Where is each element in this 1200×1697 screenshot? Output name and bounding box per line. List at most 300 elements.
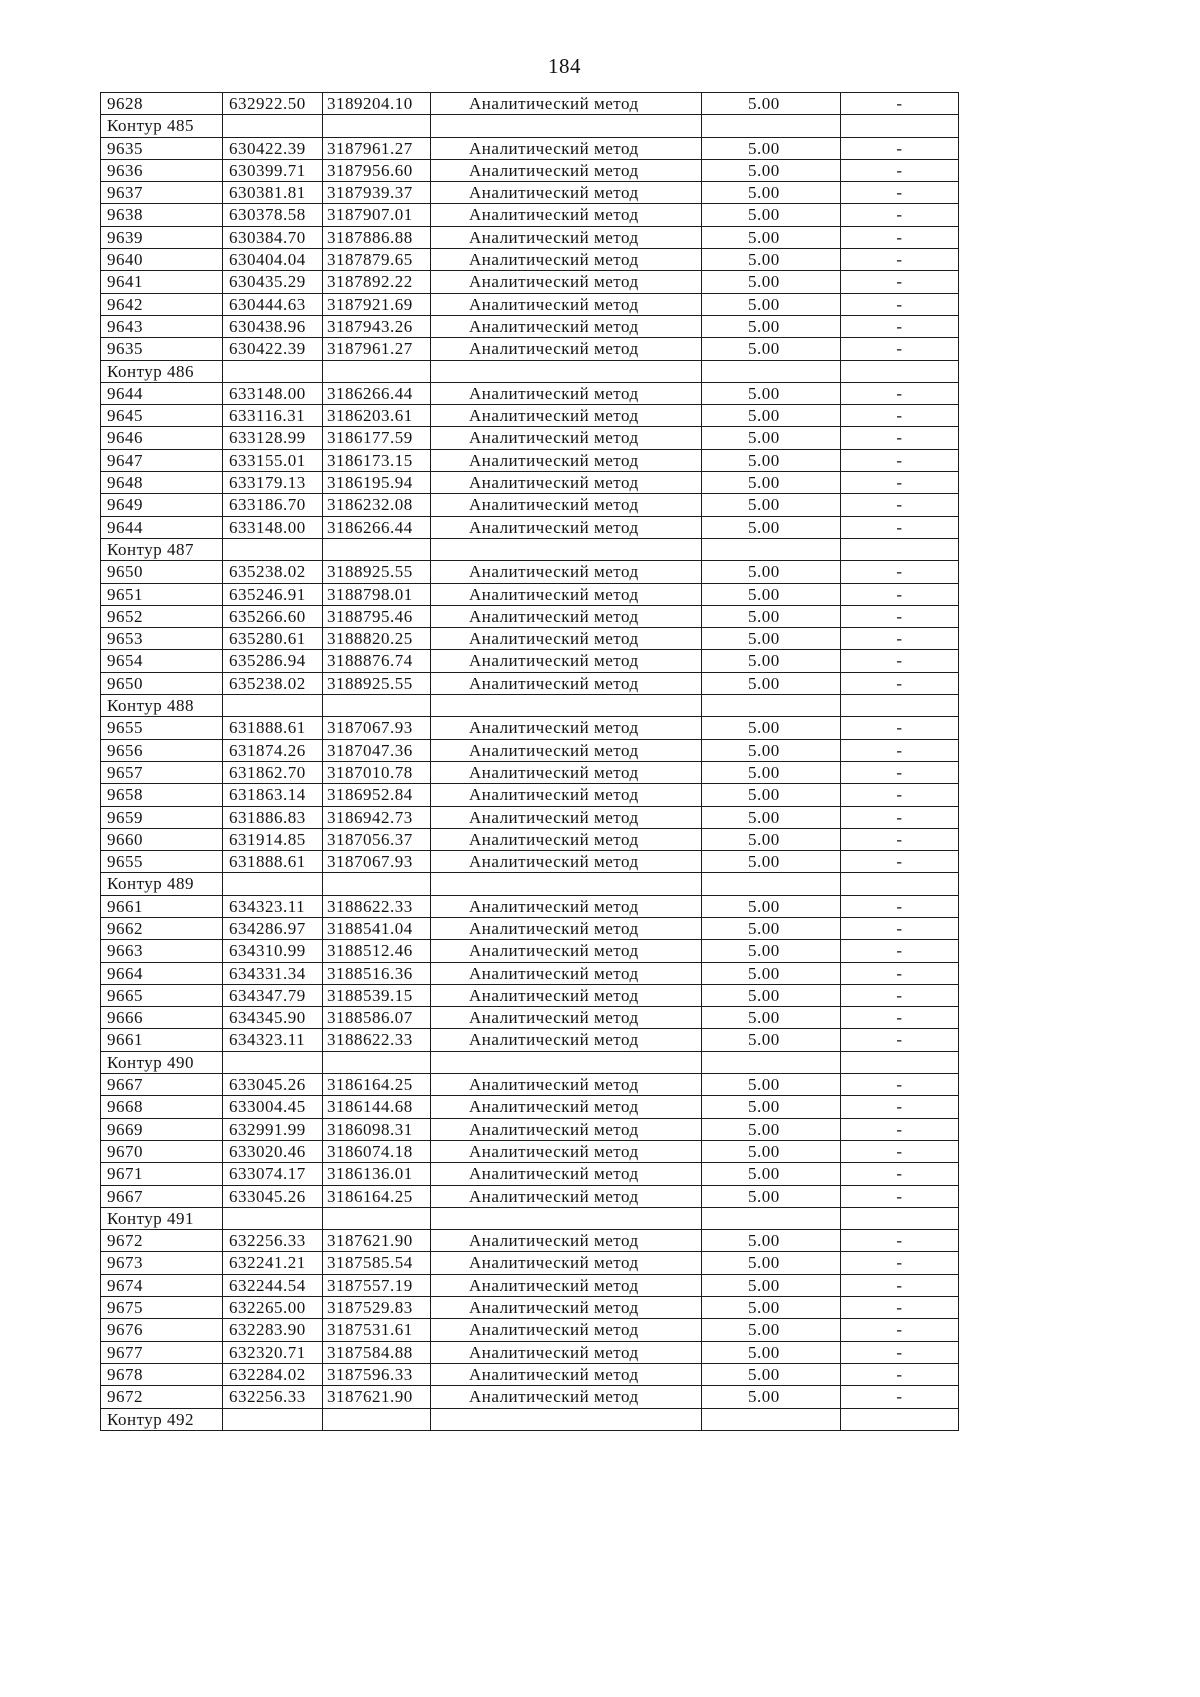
precision-cell: 5.00 xyxy=(702,227,841,248)
point-number-cell: 9674 xyxy=(101,1275,223,1296)
method-cell: Аналитический метод xyxy=(431,472,702,493)
contour-header-row xyxy=(101,1052,959,1074)
note-cell: - xyxy=(841,606,959,627)
method-cell: Аналитический метод xyxy=(431,628,702,649)
table-row xyxy=(101,316,959,338)
method-cell: Аналитический метод xyxy=(431,517,702,538)
point-number-cell: 9638 xyxy=(101,204,223,225)
note-cell: - xyxy=(841,829,959,850)
contour-label: Контур 489 xyxy=(101,873,223,894)
y-coordinate-cell: 3187067.93 xyxy=(323,851,431,872)
y-coordinate-cell: 3187961.27 xyxy=(323,338,431,359)
table-row xyxy=(101,1096,959,1118)
precision-cell: 5.00 xyxy=(702,1141,841,1162)
precision-cell: 5.00 xyxy=(702,717,841,738)
precision-cell: 5.00 xyxy=(702,1029,841,1050)
precision-cell: 5.00 xyxy=(702,650,841,671)
note-cell: - xyxy=(841,427,959,448)
method-cell: Аналитический метод xyxy=(431,1252,702,1273)
table-row xyxy=(101,204,959,226)
method-cell xyxy=(431,1052,702,1073)
y-coordinate-cell: 3187892.22 xyxy=(323,271,431,292)
y-coordinate-cell xyxy=(323,361,431,382)
y-coordinate-cell: 3186203.61 xyxy=(323,405,431,426)
table-row xyxy=(101,628,959,650)
precision-cell: 5.00 xyxy=(702,963,841,984)
x-coordinate-cell: 634286.97 xyxy=(223,918,323,939)
y-coordinate-cell: 3187056.37 xyxy=(323,829,431,850)
table-row xyxy=(101,1029,959,1051)
table-row xyxy=(101,1141,959,1163)
point-number-cell: 9664 xyxy=(101,963,223,984)
table-row xyxy=(101,896,959,918)
precision-cell: 5.00 xyxy=(702,204,841,225)
method-cell: Аналитический метод xyxy=(431,204,702,225)
table-row xyxy=(101,1119,959,1141)
method-cell: Аналитический метод xyxy=(431,1163,702,1184)
precision-cell: 5.00 xyxy=(702,561,841,582)
method-cell: Аналитический метод xyxy=(431,271,702,292)
point-number-cell: 9644 xyxy=(101,383,223,404)
point-number-cell: 9646 xyxy=(101,427,223,448)
precision-cell: 5.00 xyxy=(702,1163,841,1184)
point-number-cell: 9668 xyxy=(101,1096,223,1117)
y-coordinate-cell: 3187956.60 xyxy=(323,160,431,181)
x-coordinate-cell: 630399.71 xyxy=(223,160,323,181)
point-number-cell: 9655 xyxy=(101,717,223,738)
point-number-cell: 9642 xyxy=(101,294,223,315)
note-cell: - xyxy=(841,271,959,292)
note-cell: - xyxy=(841,517,959,538)
method-cell: Аналитический метод xyxy=(431,1386,702,1407)
x-coordinate-cell: 630435.29 xyxy=(223,271,323,292)
page-number: 184 xyxy=(548,54,581,78)
y-coordinate-cell: 3187010.78 xyxy=(323,762,431,783)
x-coordinate-cell: 635266.60 xyxy=(223,606,323,627)
table-row xyxy=(101,494,959,516)
note-cell: - xyxy=(841,1364,959,1385)
method-cell xyxy=(431,361,702,382)
y-coordinate-cell: 3187879.65 xyxy=(323,249,431,270)
x-coordinate-cell: 632265.00 xyxy=(223,1297,323,1318)
x-coordinate-cell xyxy=(223,539,323,560)
x-coordinate-cell: 631888.61 xyxy=(223,851,323,872)
note-cell xyxy=(841,695,959,716)
method-cell: Аналитический метод xyxy=(431,1141,702,1162)
x-coordinate-cell: 631863.14 xyxy=(223,784,323,805)
x-coordinate-cell: 630422.39 xyxy=(223,338,323,359)
note-cell: - xyxy=(841,762,959,783)
point-number-cell: 9649 xyxy=(101,494,223,515)
table-row xyxy=(101,963,959,985)
note-cell: - xyxy=(841,405,959,426)
y-coordinate-cell: 3186952.84 xyxy=(323,784,431,805)
precision-cell xyxy=(702,1409,841,1430)
y-coordinate-cell: 3186144.68 xyxy=(323,1096,431,1117)
method-cell: Аналитический метод xyxy=(431,1364,702,1385)
x-coordinate-cell xyxy=(223,1409,323,1430)
contour-label: Контур 490 xyxy=(101,1052,223,1073)
y-coordinate-cell: 3189204.10 xyxy=(323,93,431,114)
method-cell: Аналитический метод xyxy=(431,963,702,984)
y-coordinate-cell: 3187529.83 xyxy=(323,1297,431,1318)
x-coordinate-cell: 632256.33 xyxy=(223,1230,323,1251)
contour-header-row xyxy=(101,361,959,383)
table-row xyxy=(101,338,959,360)
y-coordinate-cell: 3187961.27 xyxy=(323,138,431,159)
x-coordinate-cell: 633148.00 xyxy=(223,517,323,538)
x-coordinate-cell: 633148.00 xyxy=(223,383,323,404)
y-coordinate-cell: 3187596.33 xyxy=(323,1364,431,1385)
point-number-cell: 9641 xyxy=(101,271,223,292)
y-coordinate-cell: 3187621.90 xyxy=(323,1230,431,1251)
y-coordinate-cell: 3186942.73 xyxy=(323,807,431,828)
method-cell: Аналитический метод xyxy=(431,1319,702,1340)
note-cell: - xyxy=(841,160,959,181)
table-row xyxy=(101,294,959,316)
method-cell: Аналитический метод xyxy=(431,227,702,248)
x-coordinate-cell: 632320.71 xyxy=(223,1342,323,1363)
note-cell: - xyxy=(841,1096,959,1117)
note-cell: - xyxy=(841,1386,959,1407)
point-number-cell: 9639 xyxy=(101,227,223,248)
table-row xyxy=(101,405,959,427)
method-cell: Аналитический метод xyxy=(431,896,702,917)
precision-cell: 5.00 xyxy=(702,383,841,404)
x-coordinate-cell: 633155.01 xyxy=(223,450,323,471)
note-cell xyxy=(841,539,959,560)
method-cell: Аналитический метод xyxy=(431,249,702,270)
note-cell: - xyxy=(841,896,959,917)
x-coordinate-cell: 632241.21 xyxy=(223,1252,323,1273)
table-row xyxy=(101,1364,959,1386)
x-coordinate-cell: 633179.13 xyxy=(223,472,323,493)
table-row xyxy=(101,940,959,962)
note-cell: - xyxy=(841,1252,959,1273)
x-coordinate-cell: 633004.45 xyxy=(223,1096,323,1117)
table-row xyxy=(101,717,959,739)
y-coordinate-cell: 3187907.01 xyxy=(323,204,431,225)
table-row xyxy=(101,1007,959,1029)
precision-cell: 5.00 xyxy=(702,316,841,337)
y-coordinate-cell: 3188539.15 xyxy=(323,985,431,1006)
y-coordinate-cell: 3188541.04 xyxy=(323,918,431,939)
precision-cell: 5.00 xyxy=(702,673,841,694)
method-cell xyxy=(431,873,702,894)
x-coordinate-cell: 634331.34 xyxy=(223,963,323,984)
y-coordinate-cell xyxy=(323,539,431,560)
table-row xyxy=(101,1342,959,1364)
table-row xyxy=(101,383,959,405)
table-row xyxy=(101,851,959,873)
note-cell: - xyxy=(841,628,959,649)
x-coordinate-cell: 632244.54 xyxy=(223,1275,323,1296)
precision-cell: 5.00 xyxy=(702,294,841,315)
point-number-cell: 9671 xyxy=(101,1163,223,1184)
note-cell: - xyxy=(841,673,959,694)
contour-label: Контур 485 xyxy=(101,115,223,136)
table-row xyxy=(101,784,959,806)
x-coordinate-cell: 633186.70 xyxy=(223,494,323,515)
point-number-cell: 9645 xyxy=(101,405,223,426)
x-coordinate-cell: 631874.26 xyxy=(223,740,323,761)
method-cell: Аналитический метод xyxy=(431,1096,702,1117)
note-cell: - xyxy=(841,650,959,671)
precision-cell xyxy=(702,115,841,136)
y-coordinate-cell: 3187047.36 xyxy=(323,740,431,761)
method-cell xyxy=(431,1409,702,1430)
precision-cell: 5.00 xyxy=(702,628,841,649)
y-coordinate-cell: 3186074.18 xyxy=(323,1141,431,1162)
table-row xyxy=(101,517,959,539)
contour-header-row xyxy=(101,873,959,895)
y-coordinate-cell: 3187585.54 xyxy=(323,1252,431,1273)
precision-cell: 5.00 xyxy=(702,249,841,270)
y-coordinate-cell: 3187584.88 xyxy=(323,1342,431,1363)
method-cell: Аналитический метод xyxy=(431,450,702,471)
precision-cell xyxy=(702,1208,841,1229)
note-cell: - xyxy=(841,227,959,248)
point-number-cell: 9655 xyxy=(101,851,223,872)
method-cell: Аналитический метод xyxy=(431,606,702,627)
table-row xyxy=(101,1186,959,1208)
precision-cell: 5.00 xyxy=(702,182,841,203)
method-cell: Аналитический метод xyxy=(431,561,702,582)
y-coordinate-cell: 3187939.37 xyxy=(323,182,431,203)
contour-header-row xyxy=(101,1409,959,1431)
note-cell: - xyxy=(841,918,959,939)
y-coordinate-cell: 3187886.88 xyxy=(323,227,431,248)
table-row xyxy=(101,1319,959,1341)
method-cell: Аналитический метод xyxy=(431,294,702,315)
precision-cell: 5.00 xyxy=(702,160,841,181)
table-row xyxy=(101,271,959,293)
method-cell xyxy=(431,695,702,716)
y-coordinate-cell: 3186136.01 xyxy=(323,1163,431,1184)
note-cell xyxy=(841,115,959,136)
y-coordinate-cell xyxy=(323,1052,431,1073)
note-cell: - xyxy=(841,472,959,493)
method-cell: Аналитический метод xyxy=(431,829,702,850)
point-number-cell: 9672 xyxy=(101,1386,223,1407)
point-number-cell: 9660 xyxy=(101,829,223,850)
point-number-cell: 9666 xyxy=(101,1007,223,1028)
point-number-cell: 9640 xyxy=(101,249,223,270)
point-number-cell: 9650 xyxy=(101,673,223,694)
x-coordinate-cell: 631914.85 xyxy=(223,829,323,850)
point-number-cell: 9669 xyxy=(101,1119,223,1140)
x-coordinate-cell: 630404.04 xyxy=(223,249,323,270)
x-coordinate-cell xyxy=(223,1052,323,1073)
precision-cell: 5.00 xyxy=(702,472,841,493)
note-cell: - xyxy=(841,316,959,337)
table-row xyxy=(101,427,959,449)
note-cell: - xyxy=(841,1275,959,1296)
table-row xyxy=(101,985,959,1007)
method-cell: Аналитический метод xyxy=(431,650,702,671)
method-cell: Аналитический метод xyxy=(431,985,702,1006)
table-row xyxy=(101,1275,959,1297)
note-cell: - xyxy=(841,383,959,404)
contour-label: Контур 492 xyxy=(101,1409,223,1430)
note-cell: - xyxy=(841,784,959,805)
x-coordinate-cell: 634347.79 xyxy=(223,985,323,1006)
point-number-cell: 9648 xyxy=(101,472,223,493)
precision-cell: 5.00 xyxy=(702,784,841,805)
point-number-cell: 9654 xyxy=(101,650,223,671)
x-coordinate-cell xyxy=(223,361,323,382)
method-cell: Аналитический метод xyxy=(431,918,702,939)
precision-cell: 5.00 xyxy=(702,1230,841,1251)
table-row xyxy=(101,762,959,784)
note-cell: - xyxy=(841,338,959,359)
point-number-cell: 9647 xyxy=(101,450,223,471)
point-number-cell: 9665 xyxy=(101,985,223,1006)
method-cell: Аналитический метод xyxy=(431,940,702,961)
x-coordinate-cell: 635280.61 xyxy=(223,628,323,649)
x-coordinate-cell: 633116.31 xyxy=(223,405,323,426)
point-number-cell: 9650 xyxy=(101,561,223,582)
x-coordinate-cell: 632256.33 xyxy=(223,1386,323,1407)
table-row xyxy=(101,807,959,829)
x-coordinate-cell: 635286.94 xyxy=(223,650,323,671)
x-coordinate-cell: 630438.96 xyxy=(223,316,323,337)
y-coordinate-cell: 3186164.25 xyxy=(323,1186,431,1207)
method-cell: Аналитический метод xyxy=(431,717,702,738)
method-cell: Аналитический метод xyxy=(431,807,702,828)
note-cell: - xyxy=(841,807,959,828)
x-coordinate-cell: 633074.17 xyxy=(223,1163,323,1184)
contour-label: Контур 486 xyxy=(101,361,223,382)
table-row xyxy=(101,1163,959,1185)
method-cell: Аналитический метод xyxy=(431,138,702,159)
note-cell xyxy=(841,1052,959,1073)
method-cell: Аналитический метод xyxy=(431,740,702,761)
x-coordinate-cell: 632284.02 xyxy=(223,1364,323,1385)
note-cell: - xyxy=(841,1007,959,1028)
y-coordinate-cell: 3186266.44 xyxy=(323,383,431,404)
table-row xyxy=(101,606,959,628)
note-cell: - xyxy=(841,561,959,582)
point-number-cell: 9663 xyxy=(101,940,223,961)
note-cell: - xyxy=(841,1319,959,1340)
x-coordinate-cell xyxy=(223,115,323,136)
point-number-cell: 9643 xyxy=(101,316,223,337)
precision-cell: 5.00 xyxy=(702,985,841,1006)
note-cell: - xyxy=(841,450,959,471)
point-number-cell: 9658 xyxy=(101,784,223,805)
precision-cell: 5.00 xyxy=(702,138,841,159)
table-row xyxy=(101,918,959,940)
table-row xyxy=(101,450,959,472)
precision-cell: 5.00 xyxy=(702,918,841,939)
note-cell: - xyxy=(841,851,959,872)
method-cell: Аналитический метод xyxy=(431,93,702,114)
y-coordinate-cell xyxy=(323,1409,431,1430)
y-coordinate-cell: 3188798.01 xyxy=(323,584,431,605)
precision-cell: 5.00 xyxy=(702,1364,841,1385)
precision-cell: 5.00 xyxy=(702,93,841,114)
precision-cell: 5.00 xyxy=(702,896,841,917)
point-number-cell: 9635 xyxy=(101,338,223,359)
point-number-cell: 9675 xyxy=(101,1297,223,1318)
y-coordinate-cell: 3186164.25 xyxy=(323,1074,431,1095)
y-coordinate-cell xyxy=(323,1208,431,1229)
x-coordinate-cell: 631888.61 xyxy=(223,717,323,738)
y-coordinate-cell: 3188622.33 xyxy=(323,1029,431,1050)
point-number-cell: 9636 xyxy=(101,160,223,181)
method-cell: Аналитический метод xyxy=(431,673,702,694)
method-cell: Аналитический метод xyxy=(431,1275,702,1296)
precision-cell: 5.00 xyxy=(702,271,841,292)
precision-cell: 5.00 xyxy=(702,450,841,471)
precision-cell: 5.00 xyxy=(702,740,841,761)
method-cell: Аналитический метод xyxy=(431,1074,702,1095)
method-cell: Аналитический метод xyxy=(431,405,702,426)
precision-cell xyxy=(702,361,841,382)
point-number-cell: 9670 xyxy=(101,1141,223,1162)
table-row xyxy=(101,93,959,115)
point-number-cell: 9652 xyxy=(101,606,223,627)
point-number-cell: 9637 xyxy=(101,182,223,203)
method-cell: Аналитический метод xyxy=(431,584,702,605)
y-coordinate-cell: 3188512.46 xyxy=(323,940,431,961)
method-cell: Аналитический метод xyxy=(431,160,702,181)
point-number-cell: 9676 xyxy=(101,1319,223,1340)
x-coordinate-cell: 631862.70 xyxy=(223,762,323,783)
x-coordinate-cell xyxy=(223,1208,323,1229)
method-cell: Аналитический метод xyxy=(431,494,702,515)
x-coordinate-cell: 635246.91 xyxy=(223,584,323,605)
table-row xyxy=(101,1074,959,1096)
note-cell: - xyxy=(841,138,959,159)
method-cell: Аналитический метод xyxy=(431,1342,702,1363)
point-number-cell: 9672 xyxy=(101,1230,223,1251)
precision-cell: 5.00 xyxy=(702,851,841,872)
note-cell: - xyxy=(841,1141,959,1162)
y-coordinate-cell: 3187943.26 xyxy=(323,316,431,337)
note-cell: - xyxy=(841,1074,959,1095)
x-coordinate-cell: 630444.63 xyxy=(223,294,323,315)
precision-cell: 5.00 xyxy=(702,940,841,961)
note-cell: - xyxy=(841,717,959,738)
point-number-cell: 9661 xyxy=(101,1029,223,1050)
x-coordinate-cell: 635238.02 xyxy=(223,561,323,582)
point-number-cell: 9673 xyxy=(101,1252,223,1273)
method-cell: Аналитический метод xyxy=(431,338,702,359)
method-cell: Аналитический метод xyxy=(431,784,702,805)
y-coordinate-cell: 3188516.36 xyxy=(323,963,431,984)
point-number-cell: 9644 xyxy=(101,517,223,538)
note-cell: - xyxy=(841,294,959,315)
note-cell: - xyxy=(841,1029,959,1050)
y-coordinate-cell: 3187557.19 xyxy=(323,1275,431,1296)
y-coordinate-cell: 3186098.31 xyxy=(323,1119,431,1140)
precision-cell: 5.00 xyxy=(702,1007,841,1028)
table-row xyxy=(101,160,959,182)
precision-cell xyxy=(702,539,841,560)
y-coordinate-cell: 3188622.33 xyxy=(323,896,431,917)
contour-label: Контур 491 xyxy=(101,1208,223,1229)
x-coordinate-cell: 632283.90 xyxy=(223,1319,323,1340)
y-coordinate-cell: 3186177.59 xyxy=(323,427,431,448)
precision-cell: 5.00 xyxy=(702,1342,841,1363)
method-cell: Аналитический метод xyxy=(431,762,702,783)
y-coordinate-cell xyxy=(323,115,431,136)
precision-cell: 5.00 xyxy=(702,338,841,359)
note-cell: - xyxy=(841,1230,959,1251)
x-coordinate-cell: 634323.11 xyxy=(223,896,323,917)
